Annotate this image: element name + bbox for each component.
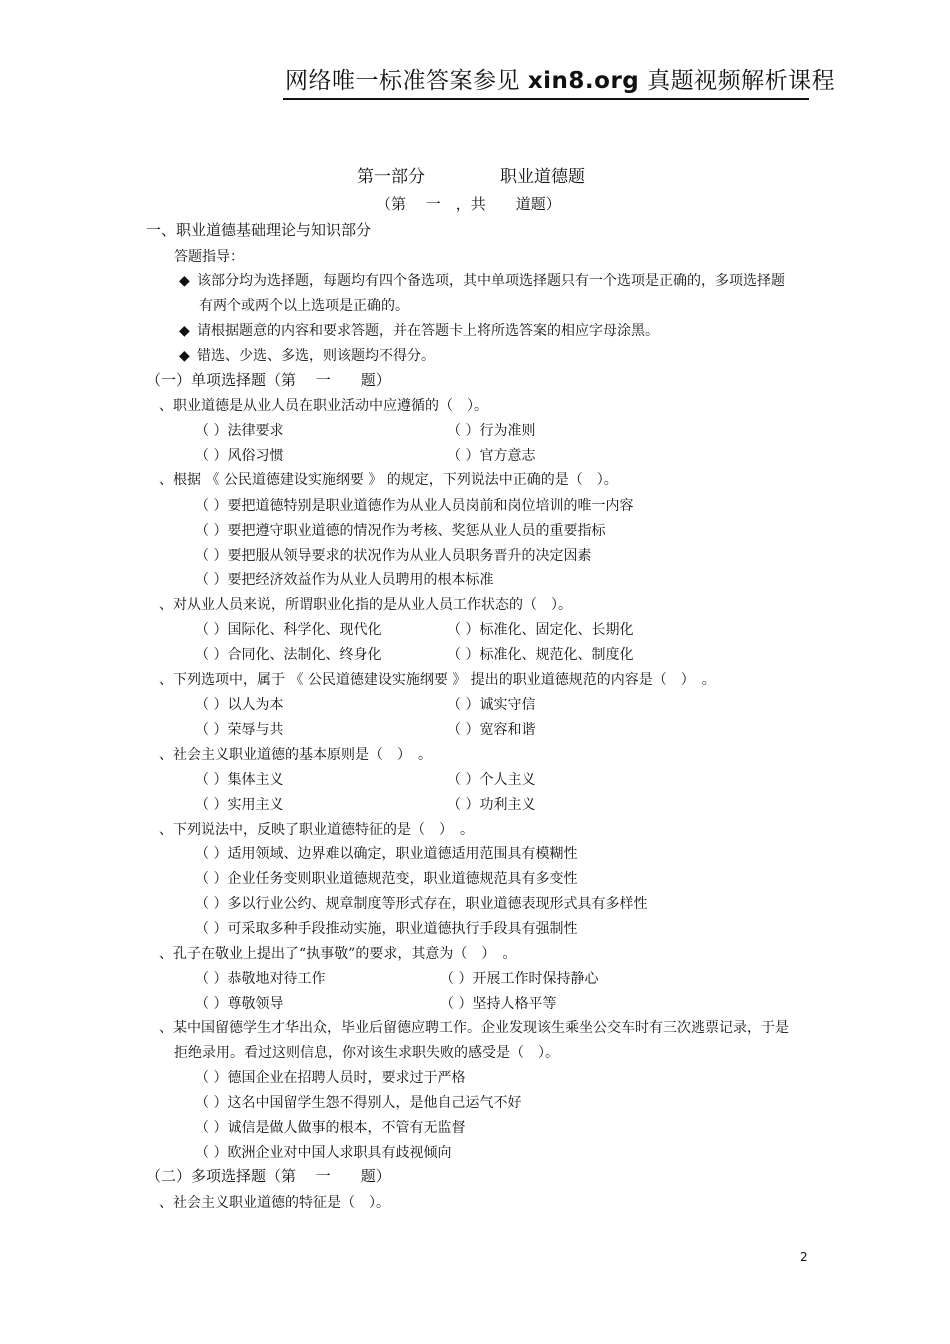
option: （ ）合同化、法制化、终身化 [195,647,382,663]
single-choice-heading: （一）单项选择题（第 一 题） [146,371,391,389]
option: （ ）要把经济效益作为从业人员聘用的根本标准 [195,572,494,588]
header-site: xin8.org [527,68,640,94]
option: （ ）欧洲企业对中国人求职具有歧视倾向 [195,1145,452,1161]
option: （ ）实用主义 [195,797,284,813]
guide-bullet-2 [179,321,659,341]
option: （ ）尊敬领导 [195,996,284,1012]
option: （ ）坚持人格平等 [440,996,557,1012]
option: （ ）标准化、固定化、长期化 [447,622,634,638]
part-name: 职业道德题 [500,167,585,187]
option: （ ）集体主义 [195,772,284,788]
option: （ ）国际化、科学化、现代化 [195,622,382,638]
guide-bullet-text: 该部分均为选择题，每题均有四个备选项，其中单项选择题只有一个选项是正确的，多项选择题 [197,273,785,289]
option: （ ）适用领域、边界难以确定，职业道德适用范围具有模糊性 [195,846,578,862]
guide-bullet-1 [179,271,785,291]
option: （ ）诚实守信 [447,697,536,713]
option: （ ）荣辱与共 [195,722,284,738]
header-prefix: 网络唯一标准答案参见 [285,68,528,94]
question-stem: 、根据 《 公民道德建设实施纲要 》 的规定，下列说法中正确的是（ ）。 [159,472,618,488]
option: （ ）法律要求 [195,423,284,439]
page-header [285,62,835,95]
question-stem-cont: 拒绝录用。看过这则信息，你对该生求职失败的感受是（ ）。 [174,1045,559,1061]
option: （ ）要把道德特别是职业道德作为从业人员岗前和岗位培训的唯一内容 [195,498,634,514]
guide-bullet-text: 错选、少选、多选，则该题均不得分。 [197,348,435,364]
option: （ ）功利主义 [447,797,536,813]
option: （ ）恭敬地对待工作 [195,971,326,987]
question-stem: 、某中国留德学生才华出众，毕业后留德应聘工作。企业发现该生乘坐公交车时有三次逃票记录，于是 [159,1020,789,1036]
question-stem: 、对从业人员来说，所谓职业化指的是从业人员工作状态的（ ）。 [159,597,572,613]
option: （ ）诚信是做人做事的根本，不管有无监督 [195,1120,466,1136]
option: （ ）宽容和谐 [447,722,536,738]
part-title: 第一部分 [357,167,425,187]
option: （ ）企业任务变则职业道德规范变，职业道德规范具有多变性 [195,871,578,887]
diamond-icon: ◆ [179,348,190,364]
option: （ ）德国企业在招聘人员时，要求过于严格 [195,1070,466,1086]
option: （ ）个人主义 [447,772,536,788]
diamond-icon: ◆ [179,323,190,339]
option: （ ）官方意志 [447,448,536,464]
guide-bullet-1-cont: 有两个或两个以上选项是正确的。 [199,298,409,314]
option: （ ）开展工作时保持静心 [440,971,599,987]
guide-bullet-text: 请根据题意的内容和要求答题，并在答题卡上将所选答案的相应字母涂黑。 [197,323,659,339]
guide-bullet-3 [179,346,435,366]
multi-choice-heading: （二）多项选择题（第 一 题） [146,1167,391,1185]
part-range: （第 一 ，共 道题） [376,195,561,213]
option: （ ）标准化、规范化、制度化 [447,647,634,663]
question-stem: 、社会主义职业道德的特征是（ ）。 [159,1195,390,1211]
question-stem: 、职业道德是从业人员在职业活动中应遵循的（ ）。 [159,398,488,414]
header-suffix: 真题视频解析课程 [639,68,836,94]
question-stem: 、下列说法中，反映了职业道德特征的是（ ） 。 [159,822,474,838]
question-stem: 、社会主义职业道德的基本原则是（ ） 。 [159,747,432,763]
option: （ ）多以行业公约、规章制度等形式存在，职业道德表现形式具有多样性 [195,896,648,912]
option: （ ）风俗习惯 [195,448,284,464]
diamond-icon: ◆ [179,273,190,289]
section-heading: 一、职业道德基础理论与知识部分 [146,221,372,239]
page-number: 2 [800,1250,808,1264]
question-stem: 、下列选项中，属于 《 公民道德建设实施纲要 》 提出的职业道德规范的内容是（ ） 。 [159,672,716,688]
option: （ ）以人为本 [195,697,284,713]
option: （ ）行为准则 [447,423,536,439]
option: （ ）要把服从领导要求的状况作为从业人员职务晋升的决定因素 [195,548,592,564]
option: （ ）可采取多种手段推动实施，职业道德执行手段具有强制性 [195,921,578,937]
question-stem: 、孔子在敬业上提出了“执事敬”的要求，其意为（ ） 。 [159,946,517,962]
header-rule [283,98,809,100]
option: （ ）要把遵守职业道德的情况作为考核、奖惩从业人员的重要指标 [195,523,606,539]
option: （ ）这名中国留学生怨不得别人，是他自己运气不好 [195,1095,522,1111]
guide-label: 答题指导： [174,249,244,265]
